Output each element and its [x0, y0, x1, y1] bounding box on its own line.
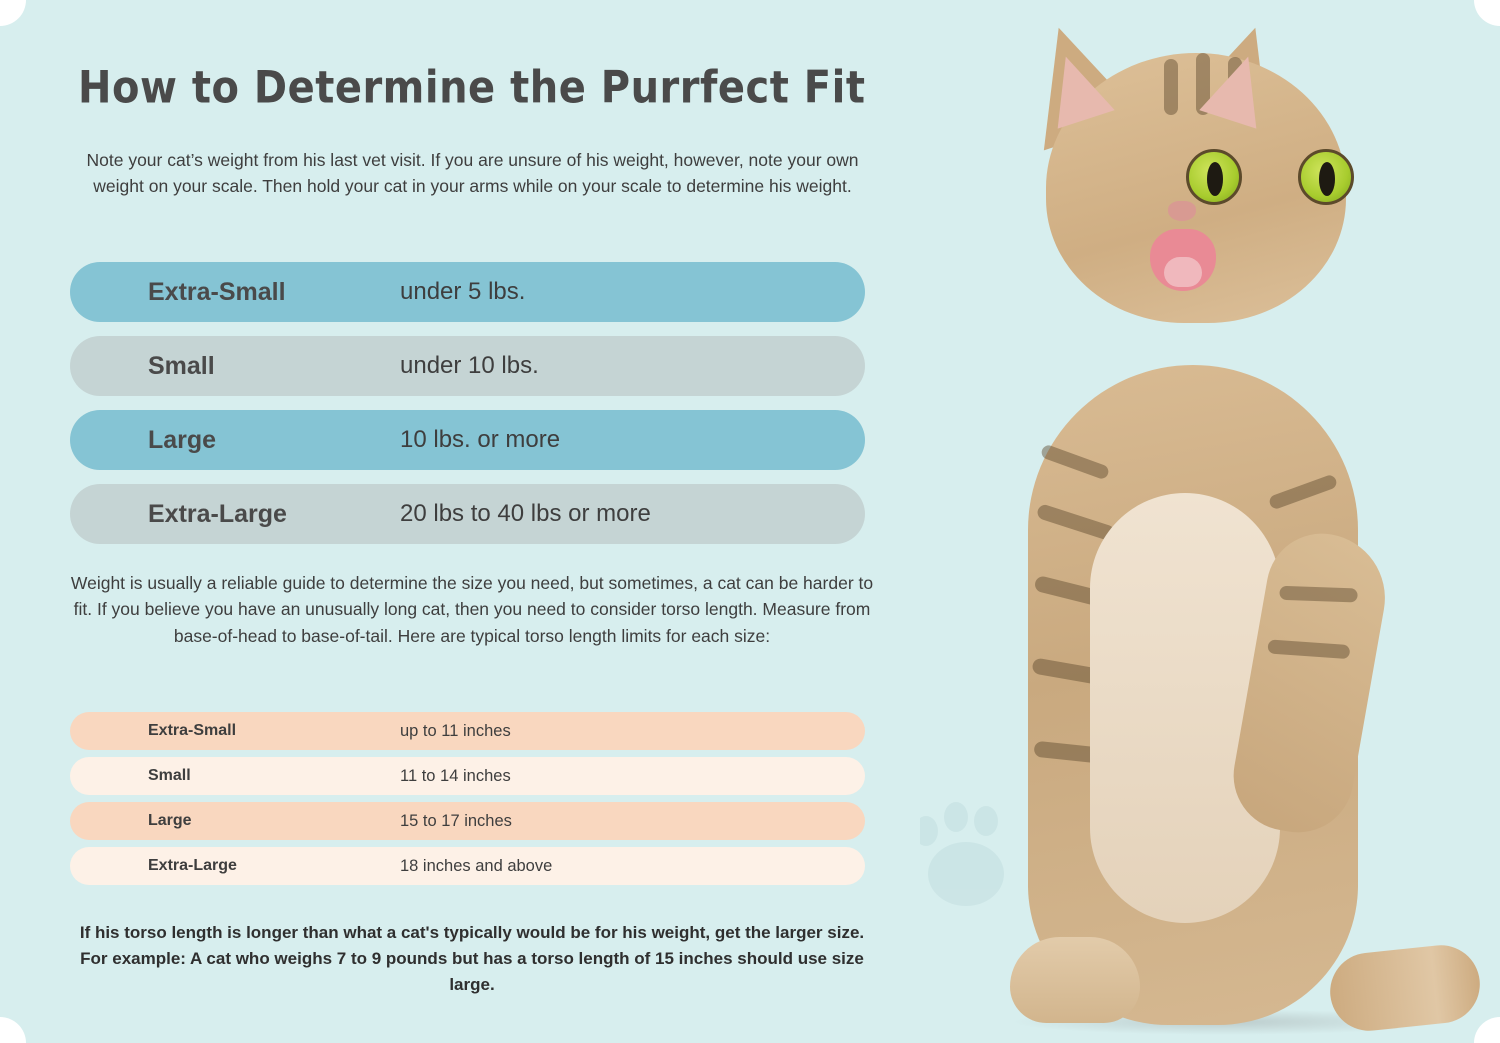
- table-row: [70, 484, 865, 544]
- cat-photo: [920, 0, 1500, 1043]
- cat-illustration: [950, 33, 1470, 1043]
- size-value: 11 to 14 inches: [400, 766, 511, 785]
- size-label: Large: [148, 425, 217, 454]
- size-value: 20 lbs to 40 lbs or more: [400, 500, 651, 527]
- footnote-text: If his torso length is longer than what a cat's typically would be for his weight, get the larger size. For example: A cat who weighs 7 to 9 pounds but has a torso length of 15 inches should use size large.: [79, 923, 865, 994]
- table-row: [70, 712, 865, 750]
- table-row: [70, 410, 865, 470]
- size-value: up to 11 inches: [400, 721, 511, 740]
- table-row: [70, 336, 865, 396]
- page-title: How to Determine the Purrfect Fit: [78, 62, 866, 114]
- size-value: under 5 lbs.: [400, 278, 526, 305]
- size-label: Extra-Large: [148, 857, 237, 874]
- size-label: Extra-Small: [148, 277, 286, 306]
- table-row: [70, 802, 865, 840]
- size-value: 10 lbs. or more: [400, 426, 561, 453]
- size-value: under 10 lbs.: [400, 352, 539, 379]
- size-value: 18 inches and above: [400, 856, 553, 875]
- size-value: 15 to 17 inches: [400, 811, 512, 830]
- table-row: [70, 262, 865, 322]
- size-label: Extra-Small: [148, 722, 237, 739]
- table-row: [70, 847, 865, 885]
- size-label: Large: [148, 812, 192, 829]
- torso-intro-paragraph: Weight is usually a reliable guide to determine the size you need, but sometimes, a cat can be harder to fit. If you believe you have an unusually long cat, then you need to consider torso length. Measure from base-of-head to base-of-tail. Here are typical torso length limits for each size:: [70, 573, 874, 646]
- size-label: Small: [148, 351, 215, 380]
- intro-paragraph: Note your cat’s weight from his last vet visit. If you are unsure of his weight, however, note your own weight on your scale. Then hold your cat in your arms while on your scale to determine his weight.: [86, 150, 859, 196]
- size-label: Small: [148, 767, 191, 784]
- size-label: Extra-Large: [148, 499, 287, 528]
- torso-length-table: [70, 712, 865, 892]
- weight-size-table: [70, 262, 865, 558]
- table-row: [70, 757, 865, 795]
